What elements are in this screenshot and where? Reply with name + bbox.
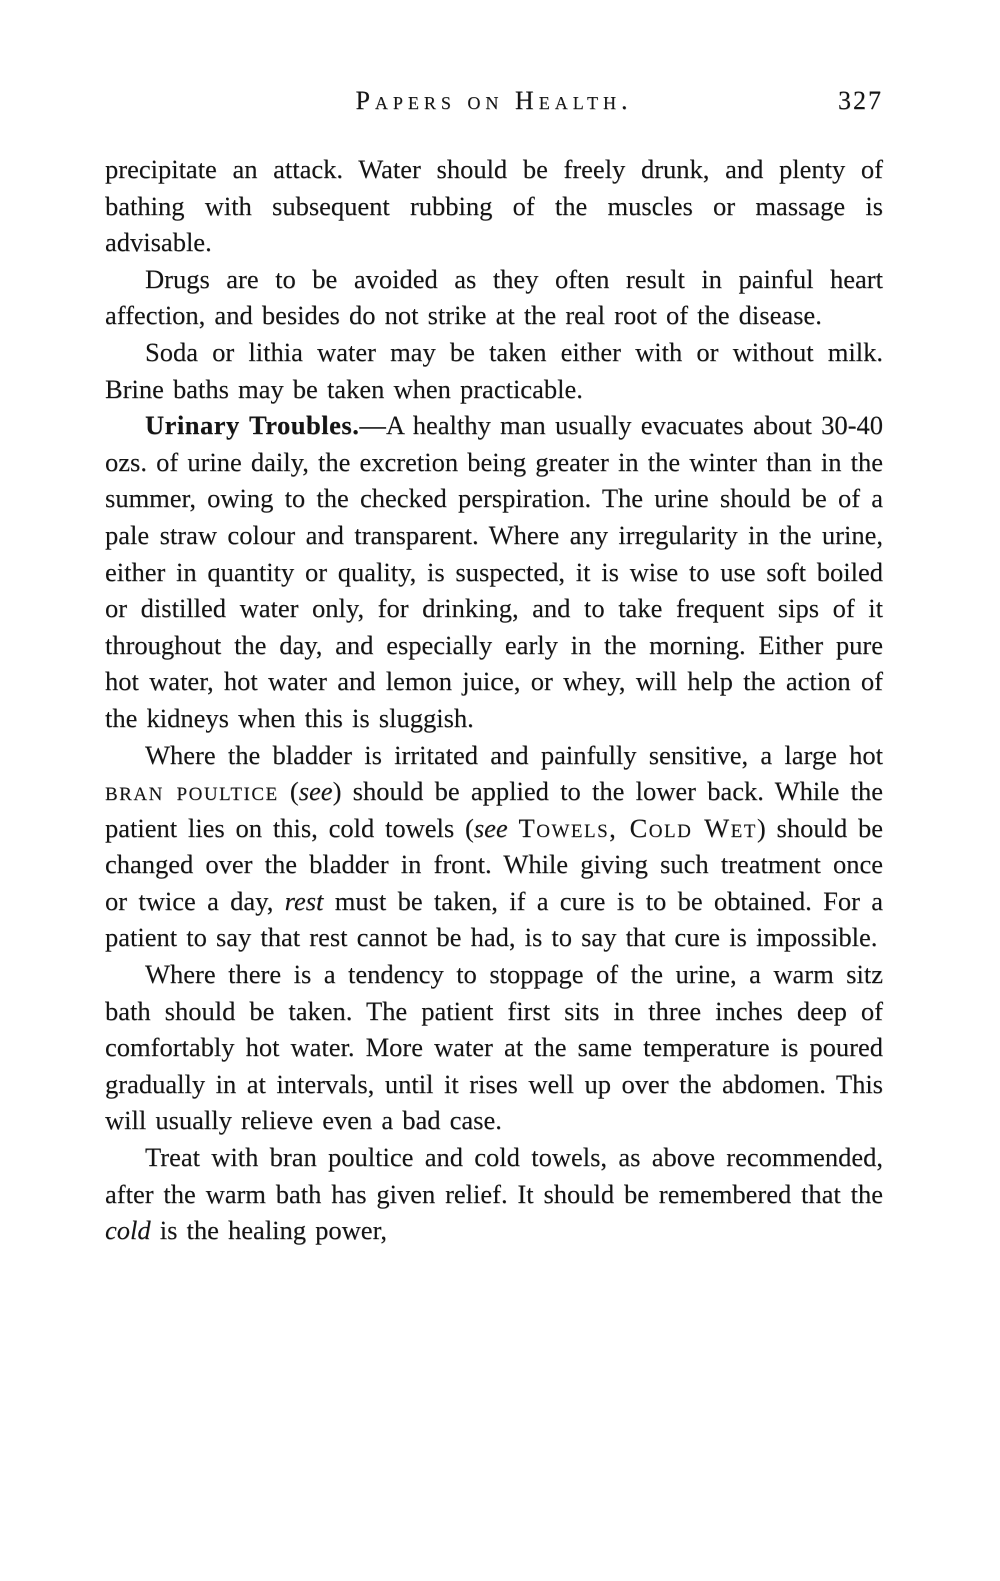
paragraph [105,1139,883,1249]
text-run: see [473,812,508,843]
text-run [508,813,519,843]
text-run: rest [284,885,324,916]
paragraph [105,334,883,407]
text-run: Where there is a tendency to stoppage of the urine, a warm sitz bath should be taken. The patient first sits in three inches deep of comfortably hot water. More water at the same temperature is poured gradually in at intervals, until it rises well up over the abdomen. This will usually relieve even a bad case. [105,959,883,1136]
paragraph [105,737,883,957]
text-run: Where the bladder is irritated and painfully sensitive, a large hot [145,739,883,770]
page-body [105,151,883,1249]
running-header [105,86,883,126]
page-number: 327 [838,86,883,115]
text-run: Towels, Cold Wet [518,812,757,843]
text-run: —A healthy man usually evacuates about 30-40 ozs. of urine daily, the excretion being greater in the winter than in the summer, owing to the checked perspiration. The urine should be of a pale straw colour and transparent. Where any irregularity in the urine, either in quantity or quality, is suspected, it is wise to use soft boiled or distilled water only, for drinking, and to take frequent sips of it throughout the day, and especially early in the morning. Either pure hot water, hot water and lemon juice, or whey, will help the action of the kidneys when this is sluggish. [105,410,883,733]
paragraph [105,407,883,736]
text-run: is the healing power, [150,1215,387,1246]
text-run: bran poultice [105,776,279,807]
text-run: precipitate an attack. Water should be freely drunk, and plenty of bathing with subsequent rubbing of the muscles or massage is advisable. [105,154,883,258]
paragraph [105,261,883,334]
header-title: Papers on Health. [355,86,633,115]
paragraph [105,151,883,261]
text-run: must be taken, if a cure is to be obtained. For a patient to say that rest cannot be had, is to say that cure is impossible. [105,885,884,953]
text-run: Treat with bran poultice and cold towels, as above recommended, after the warm bath has given relief. It should be remembered that the [105,1142,883,1209]
text-run: Drugs are to be avoided as they often result in painful heart affection, and besides do not strike at the real root of the disease. [105,263,883,331]
text-run: Soda or lithia water may be taken either with or without milk. Brine baths may be taken when practicable. [105,336,883,404]
text-run: ( [278,776,299,807]
text-run: cold [105,1215,151,1246]
section-heading: Urinary Troubles. [145,410,360,441]
text-run: see [298,776,333,807]
text-run: ) should be applied to the lower back. While the patient lies on this, cold towels ( [105,776,884,843]
text-run: ) should be changed over the bladder in front. While giving such treatment once or twice a day, [105,812,884,916]
paragraph [105,956,883,1139]
